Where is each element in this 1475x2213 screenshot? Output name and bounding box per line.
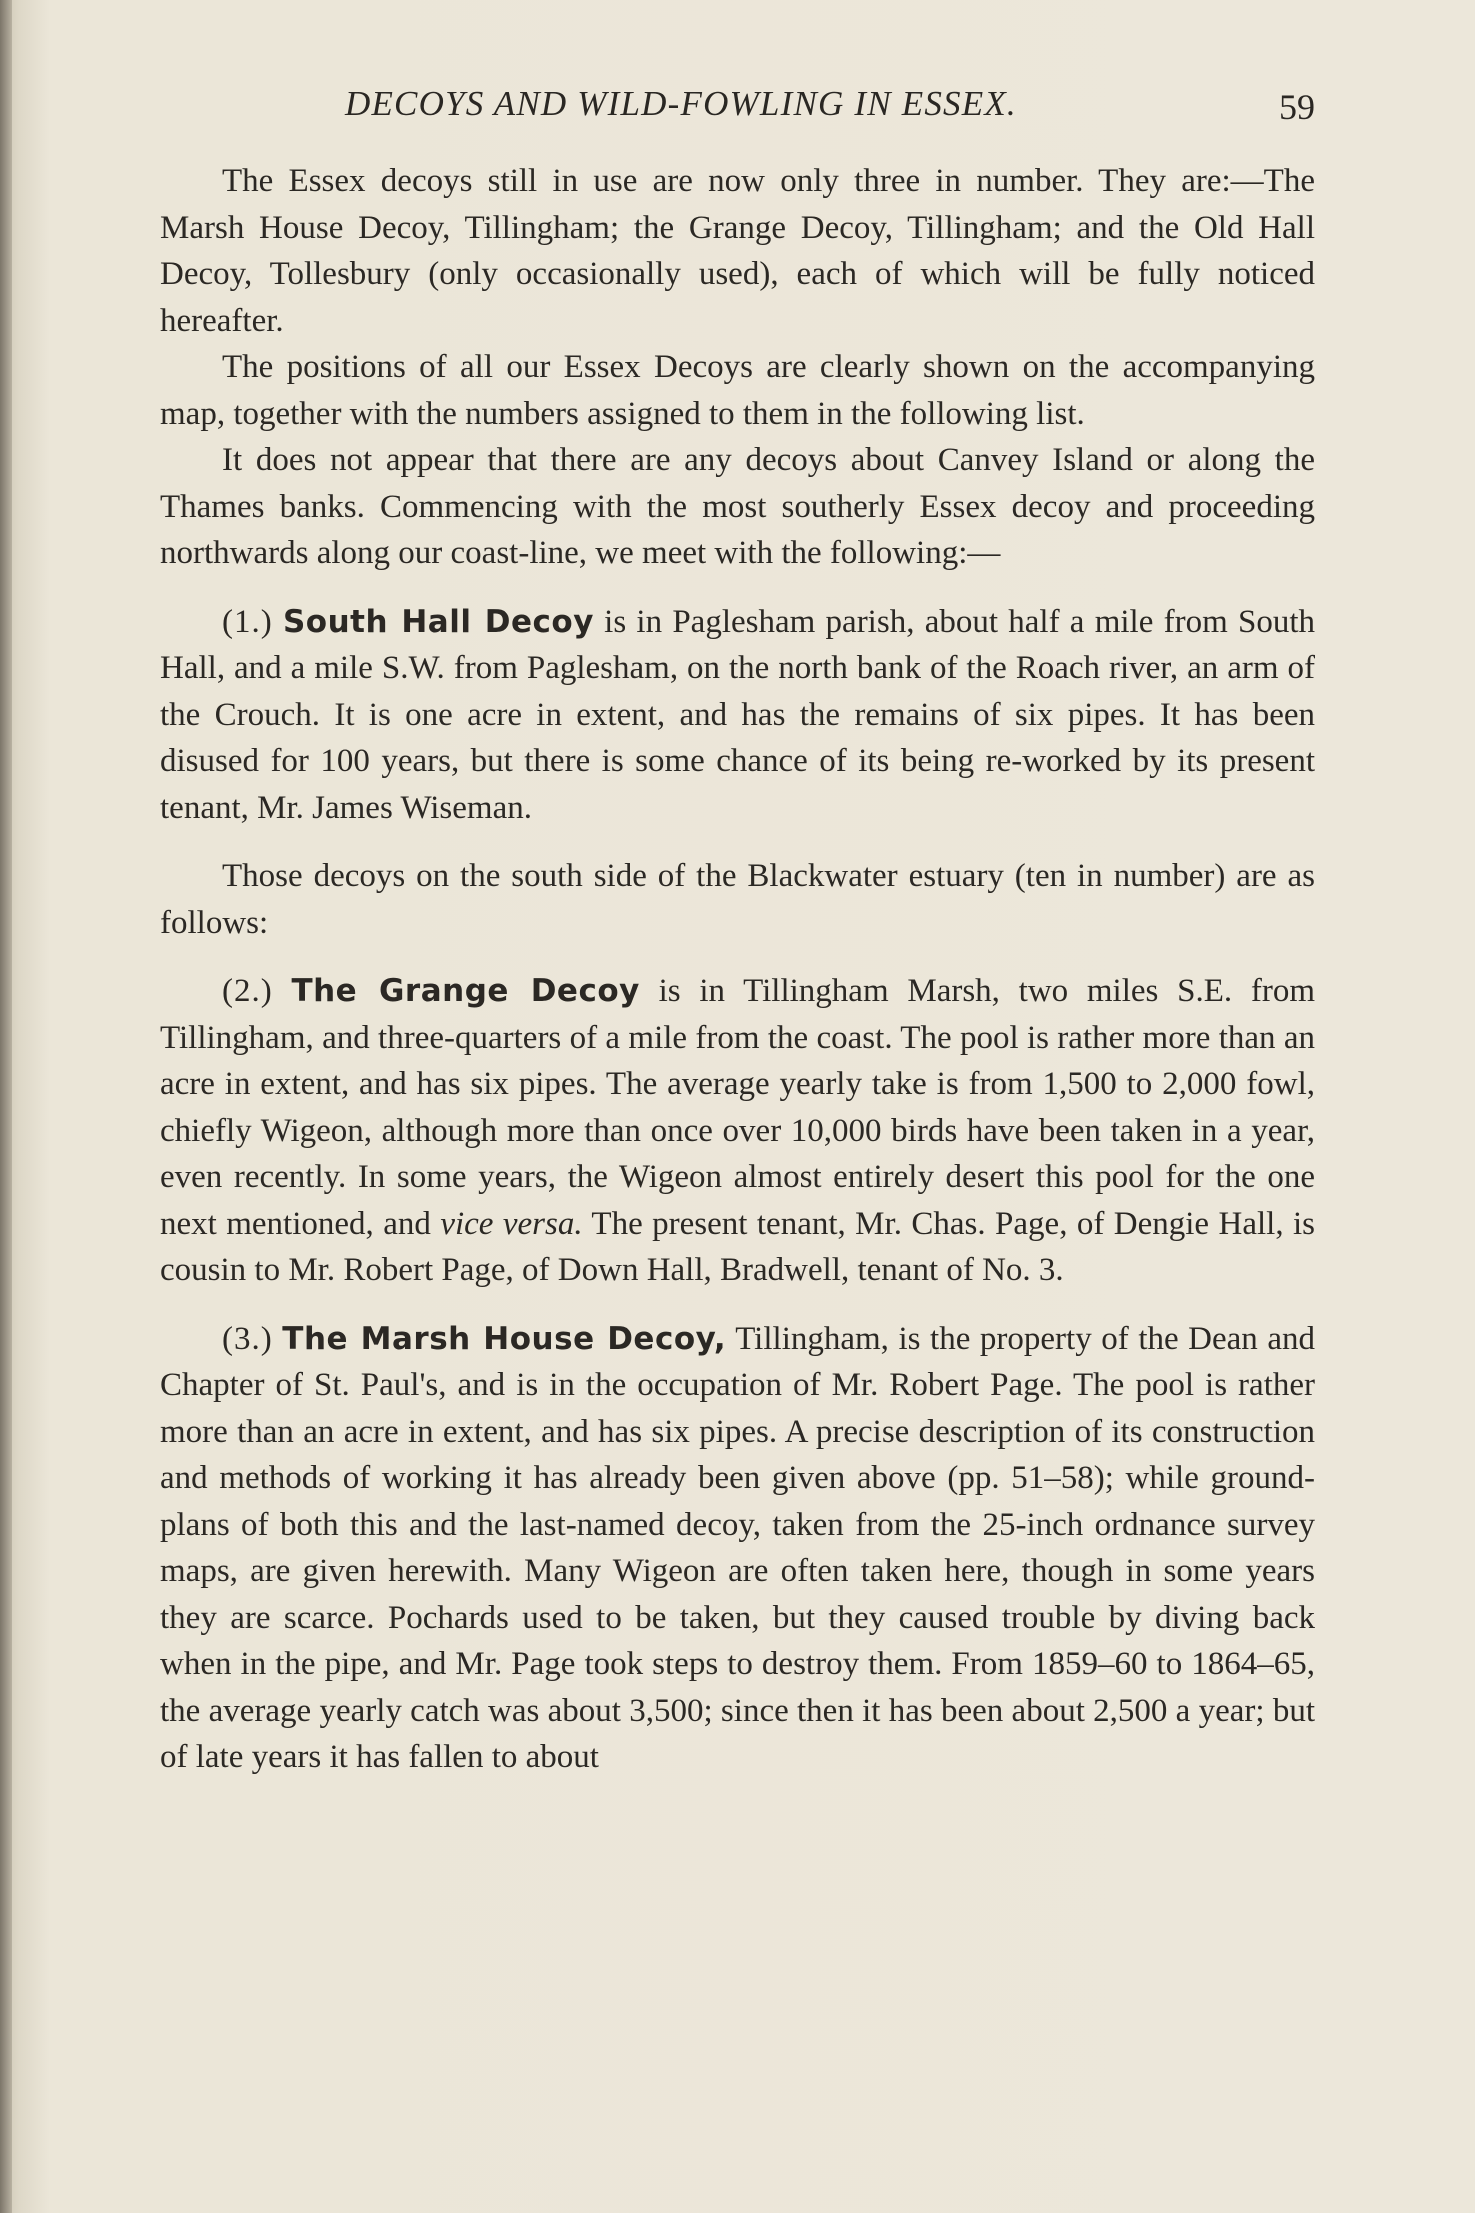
decoy-name: The Marsh House Decoy, [282,1320,727,1357]
running-head: DECOYS AND WILD-FOWLING IN ESSEX. [345,84,1017,123]
entry-number: (1.) [222,603,273,640]
entry-number: (2.) [222,973,273,1009]
italic-phrase: vice versa. [440,1205,583,1242]
paragraph-map-positions [160,344,1315,437]
decoy-name: The Grange Decoy [291,973,640,1009]
paragraph-canvey-island [160,437,1315,577]
paragraph-text: Those decoys on the south side of the Blackwater estuary (ten in number) are as follows: [160,858,1315,941]
paragraph-marsh-house-decoy [160,1316,1315,1781]
paragraph-text: The positions of all our Essex Decoys are clearly shown on the accompanying map, together with the numbers assigned to them in the following list. [160,349,1315,432]
paragraph-text: The present tenant, Mr. Chas. Page, of Dengie Hall, is cousin to Mr. Robert Page, of Down Hall, Bradwell, tenant of No. 3. [160,1205,1316,1288]
binding-gutter-shadow [0,0,12,2213]
entry-number: (3.) [222,1320,273,1357]
decoy-name: South Hall Decoy [282,603,594,640]
page-number: 59 [1279,87,1315,127]
page-header [160,84,1315,134]
paragraph-text: Tillingham, is the property of the Dean and Chapter of St. Paul's, and is in the occupation of Mr. Robert Page. The pool is rather more than an acre in extent, and has six pipes. A precise description of its construction and methods of working it has already been given above (pp. 51–58); while ground-plans of both this and the last-named decoy, taken from the 25-inch ordnance survey maps, are given herewith. Many Wigeon are often taken here, though in some years they are scarce. Pochards used to be taken, but they caused trouble by diving back when in the pipe, and Mr. Page took steps to destroy them. From 1859–60 to 1864–65, the average yearly catch was about 3,500; since then it has been about 2,500 a year; but of late years it has fallen to about [160,1320,1316,1775]
paragraph-text: is in Paglesham parish, about half a mile from South Hall, and a mile S.W. from Paglesham, on the north bank of the Roach river, an arm of the Crouch. It is one acre in extent, and has the remains of six pipes. It has been disused for 100 years, but there is some chance of its being re-worked by its present tenant, Mr. James Wiseman. [160,603,1316,826]
paragraph-text: It does not appear that there are any decoys about Canvey Island or along the Thames banks. Commencing with the most southerly Essex decoy and proceeding northwards along our coast-line, we meet with the following:— [160,442,1315,571]
paragraph-text: The Essex decoys still in use are now only three in number. They are:—The Marsh House Decoy, Tillingham; the Grange Decoy, Tillingham; and the Old Hall Decoy, Tollesbury (only occasionally used), each of which will be fully noticed hereafter. [160,163,1315,339]
body-text [160,158,1315,1781]
paragraph-text: is in Tillingham Marsh, two miles S.E. from Tillingham, and three-quarters of a mile from the coast. The pool is rather more than an acre in extent, and has six pipes. The average yearly take is from 1,500 to 2,000 fowl, chiefly Wigeon, although more than once over 10,000 birds have been taken in a year, even recently. In some years, the Wigeon almost entirely desert this pool for the one next mentioned, and [160,973,1316,1242]
paragraph-grange-decoy [160,968,1315,1294]
paragraph-blackwater-intro [160,853,1315,946]
paragraph-south-hall-decoy [160,599,1315,832]
paragraph-essex-decoys-in-use [160,158,1315,344]
